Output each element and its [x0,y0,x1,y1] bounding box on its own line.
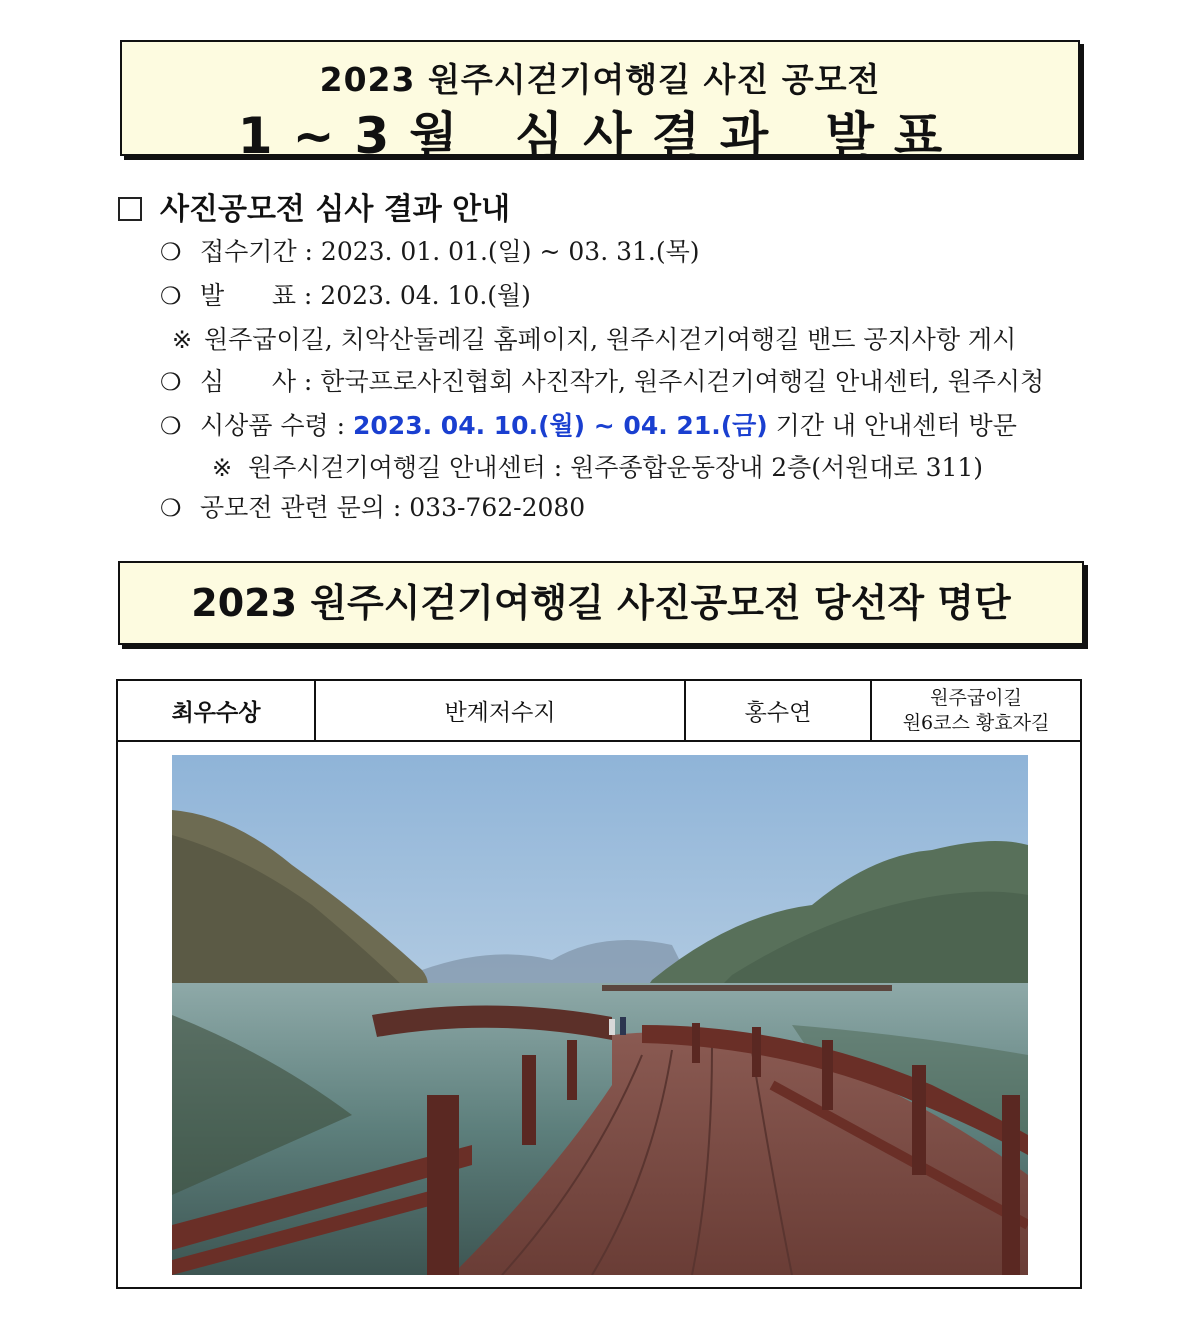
author-cell: 홍수연 [686,681,872,740]
winners-title-box [118,561,1084,645]
section-heading-label: 사진공모전 심사 결과 안내 [160,192,511,227]
circle-bullet-icon: ❍ [160,282,182,310]
reference-mark-icon: ※ [212,454,233,482]
award-cell: 최우수상 [118,681,316,740]
announcement-title-box [120,40,1080,165]
photo-title-cell: 반계저수지 [316,681,686,740]
circle-bullet-icon: ❍ [160,412,182,440]
list-item-judges: ❍ 심 사 : 한국프로사진협회 사진작가, 원주시걷기여행길 안내센터, 원주시청 [160,367,1045,396]
course-name: 원주굽이길 [930,686,1022,709]
winners-title: 2023 원주시걷기여행길 사진공모전 당선작 명단 [191,581,1011,625]
list-item-period: ❍ 접수기간 : 2023. 01. 01.(일) ~ 03. 31.(목) [160,237,700,266]
prize-pickup-dates: 2023. 04. 10.(월) ~ 04. 21.(금) [353,411,768,440]
announcement-title: 2023 원주시걷기여행길 사진 공모전 [319,60,881,99]
circle-bullet-icon: ❍ [160,494,182,522]
list-item-note-center: ※ 원주시걷기여행길 안내센터 : 원주종합운동장내 2층(서원대로 311) [212,453,984,482]
section-heading [118,184,510,228]
winners-table [116,679,1082,1289]
circle-bullet-icon: ❍ [160,368,182,396]
announcement-subtitle: 1~3월 심사결과 발표 [237,107,963,165]
reference-mark-icon: ※ [172,326,193,354]
list-item-note-posting: ※ 원주굽이길, 치악산둘레길 홈페이지, 원주시걷기여행길 밴드 공지사항 게시 [172,325,1017,354]
winning-photo [172,755,1028,1275]
lake-boardwalk-photo [172,755,1028,1275]
list-item-prize-pickup: ❍ 시상품 수령 : 2023. 04. 10.(월) ~ 04. 21.(금) 기간 내 안내센터 방문 [160,411,1017,440]
course-detail: 원6코스 황효자길 [902,711,1050,734]
list-item-contact: ❍ 공모전 관련 문의 : 033-762-2080 [160,493,586,522]
course-cell [872,681,1080,740]
circle-bullet-icon: ❍ [160,238,182,266]
table-divider [118,740,1080,742]
checkbox-square-icon [118,197,142,221]
list-item-announcement: ❍ 발 표 : 2023. 04. 10.(월) [160,281,531,310]
